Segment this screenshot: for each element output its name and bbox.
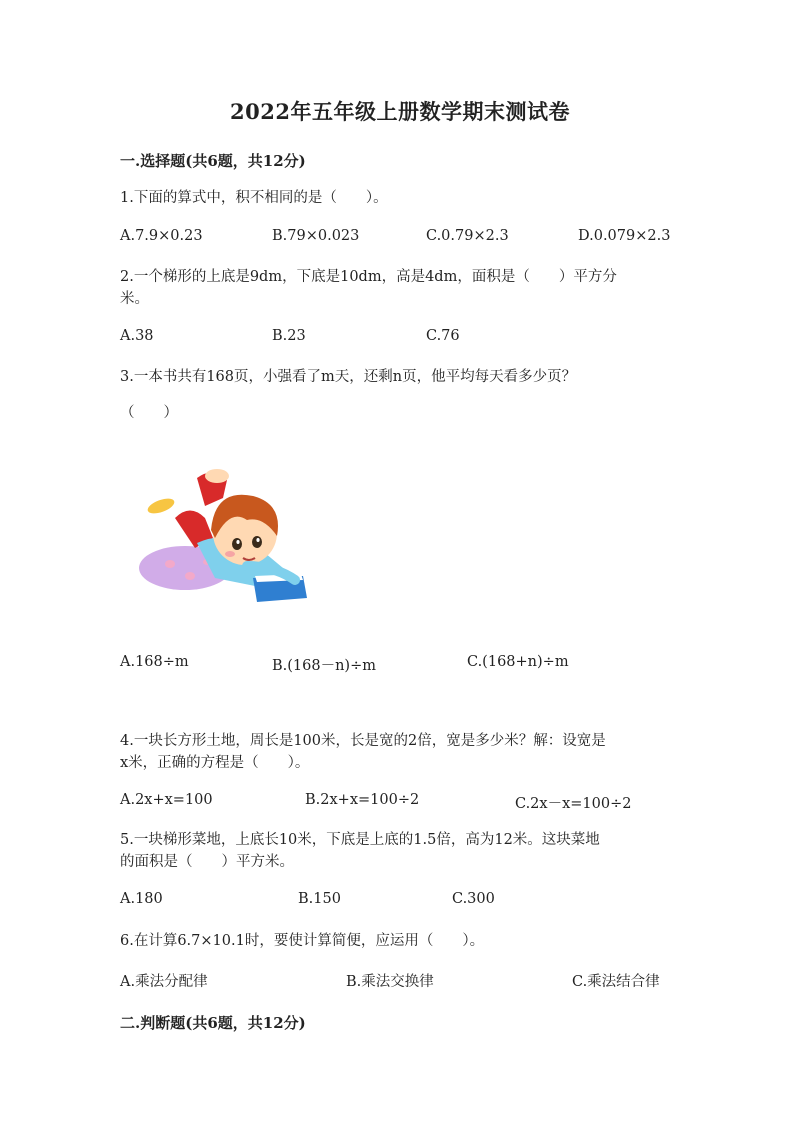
option-3b: B.(168－n)÷m (272, 658, 376, 674)
question-2-line-2: 米。 (120, 291, 149, 307)
option-2c: C.76 (426, 328, 460, 344)
option-6a: A.乘法分配律 (120, 974, 208, 990)
question-3-line-2: （ ） (120, 405, 178, 421)
option-5a: A.180 (120, 891, 163, 907)
option-5c: C.300 (452, 891, 495, 907)
option-1b: B.79×0.023 (272, 228, 360, 244)
option-3c: C.(168+n)÷m (467, 654, 569, 670)
option-5b: B.150 (298, 891, 341, 907)
option-6b: B.乘法交换律 (346, 974, 434, 990)
question-4-line-1: 4.一块长方形土地，周长是100米，长是宽的2倍，宽是多少米？解：设宽是 (120, 733, 606, 749)
section-heading-true-false: 二.判断题(共6题，共12分) (120, 1014, 306, 1032)
question-4-line-2: x米，正确的方程是（ ）。 (120, 755, 310, 771)
question-5-line-1: 5.一块梯形菜地，上底长10米，下底是上底的1.5倍，高为12米。这块菜地 (120, 832, 600, 848)
question-5-line-2: 的面积是（ ）平方米。 (120, 854, 294, 870)
option-4b: B.2x+x=100÷2 (305, 792, 420, 808)
question-1: 1.下面的算式中，积不相同的是（ ）。 (120, 190, 388, 206)
option-1d: D.0.079×2.3 (578, 228, 671, 244)
page-title: 2022年五年级上册数学期末测试卷 (230, 99, 570, 124)
boy-reading-illustration-icon (135, 458, 315, 608)
question-3-line-1: 3.一本书共有168页，小强看了m天，还剩n页，他平均每天看多少页？ (120, 369, 577, 385)
option-4a: A.2x+x=100 (120, 792, 213, 808)
option-3a: A.168÷m (120, 654, 189, 670)
section-heading-choice: 一.选择题(共6题，共12分) (120, 152, 306, 170)
option-2b: B.23 (272, 328, 306, 344)
option-4c: C.2x－x=100÷2 (515, 796, 632, 812)
option-1c: C.0.79×2.3 (426, 228, 509, 244)
question-6: 6.在计算6.7×10.1时，要使计算简便，应运用（ ）。 (120, 933, 485, 949)
question-2-line-1: 2.一个梯形的上底是9dm，下底是10dm，高是4dm，面积是（ ）平方分 (120, 269, 617, 285)
option-1a: A.7.9×0.23 (120, 228, 203, 244)
option-6c: C.乘法结合律 (572, 974, 660, 990)
option-2a: A.38 (120, 328, 154, 344)
